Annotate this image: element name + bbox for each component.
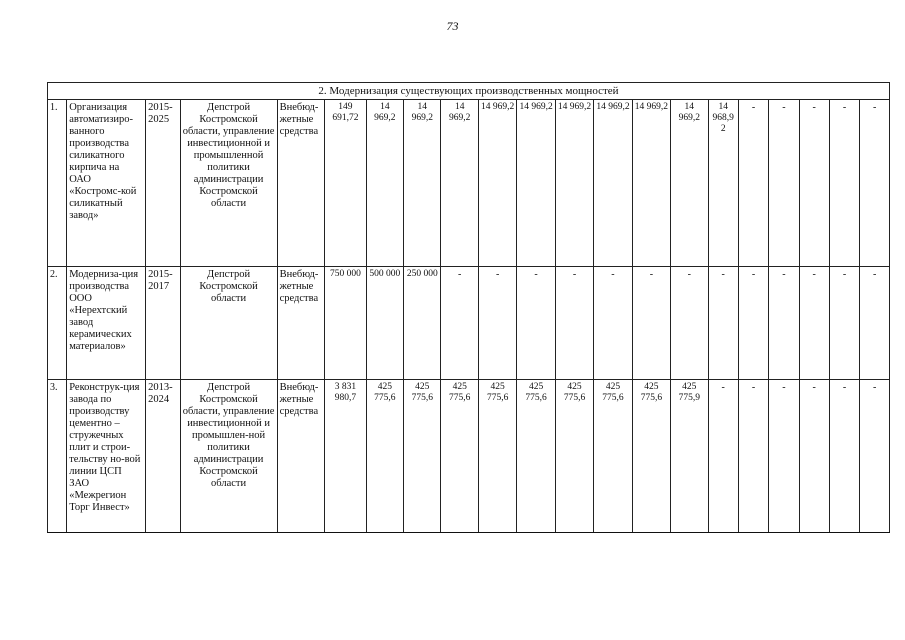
executor: Депстрой Костромской области: [180, 267, 277, 380]
value-cell: -: [738, 100, 768, 267]
value-cell: -: [860, 100, 890, 267]
value-cell: 14 969,2: [404, 100, 441, 267]
value-cell: -: [829, 267, 859, 380]
value-cell: -: [517, 267, 555, 380]
value-cell: 14 969,2: [366, 100, 403, 267]
measure-name: Модерниза-ция производства ООО «Нерехтский завод керамических материалов»: [67, 267, 146, 380]
value-cell: -: [671, 267, 708, 380]
period: 2013-2024: [146, 380, 180, 533]
table-row: [48, 380, 890, 533]
value-cell: -: [478, 267, 516, 380]
value-cell: 425 775,6: [632, 380, 670, 533]
period: 2015-2017: [146, 267, 180, 380]
value-cell: -: [769, 380, 799, 533]
value-cell: -: [441, 267, 478, 380]
value-cell: -: [738, 380, 768, 533]
executor: Депстрой Костромской области, управление инвестиционной и промышлен-ной политики администрации Костромской области: [180, 380, 277, 533]
value-cell: -: [860, 380, 890, 533]
value-total: 149 691,72: [325, 100, 366, 267]
value-cell: 425 775,6: [478, 380, 516, 533]
value-cell: -: [799, 267, 829, 380]
measure-name: Реконструк-ция завода по производству цементно – стружечных плит и строи-тельству но-вой линии ЦСП ЗАО «Межрегион Торг Инвест»: [67, 380, 146, 533]
value-cell: 250 000: [404, 267, 441, 380]
value-cell: 425 775,6: [441, 380, 478, 533]
value-cell: 500 000: [366, 267, 403, 380]
row-number: 3.: [48, 380, 67, 533]
table-row: [48, 100, 890, 267]
value-cell: 14 969,2: [478, 100, 516, 267]
value-cell: 14 969,2: [441, 100, 478, 267]
page-number: 73: [446, 19, 459, 33]
value-cell: 14 969,2: [555, 100, 593, 267]
value-cell: 14 969,2: [671, 100, 708, 267]
value-cell: -: [829, 380, 859, 533]
value-total: 750 000: [325, 267, 366, 380]
section-title: 2. Модернизация существующих производственных мощностей: [48, 83, 890, 100]
value-cell: -: [769, 100, 799, 267]
value-cell: 425 775,6: [517, 380, 555, 533]
value-cell: -: [769, 267, 799, 380]
period: 2015-2025: [146, 100, 180, 267]
value-cell: 14 969,2: [594, 100, 632, 267]
value-cell: 425 775,6: [404, 380, 441, 533]
value-cell: 14 969,2: [632, 100, 670, 267]
value-total: 3 831 980,7: [325, 380, 366, 533]
value-cell: -: [799, 380, 829, 533]
value-cell: -: [594, 267, 632, 380]
value-cell: 425 775,6: [366, 380, 403, 533]
section-header-row: [48, 83, 890, 100]
value-cell: 425 775,9: [671, 380, 708, 533]
value-cell: -: [799, 100, 829, 267]
measure-name: Организация автоматизиро-ванного производства силикатного кирпича на ОАО «Костромс-кой силикатный завод»: [67, 100, 146, 267]
value-cell: -: [708, 267, 738, 380]
value-cell: 14 969,2: [517, 100, 555, 267]
value-cell: -: [738, 267, 768, 380]
value-cell: 14 968,9 2: [708, 100, 738, 267]
row-number: 1.: [48, 100, 67, 267]
value-cell: -: [829, 100, 859, 267]
executor: Депстрой Костромской области, управление инвестиционной и промышленной политики администрации Костромской области: [180, 100, 277, 267]
funding-source: Внебюд-жетные средства: [277, 267, 325, 380]
funding-source: Внебюд-жетные средства: [277, 100, 325, 267]
value-cell: -: [555, 267, 593, 380]
value-cell: -: [860, 267, 890, 380]
value-cell: -: [708, 380, 738, 533]
value-cell: -: [632, 267, 670, 380]
row-number: 2.: [48, 267, 67, 380]
value-cell: 425 775,6: [594, 380, 632, 533]
table-row: [48, 267, 890, 380]
funding-source: Внебюд-жетные средства: [277, 380, 325, 533]
measures-table: [47, 82, 890, 533]
value-cell: 425 775,6: [555, 380, 593, 533]
